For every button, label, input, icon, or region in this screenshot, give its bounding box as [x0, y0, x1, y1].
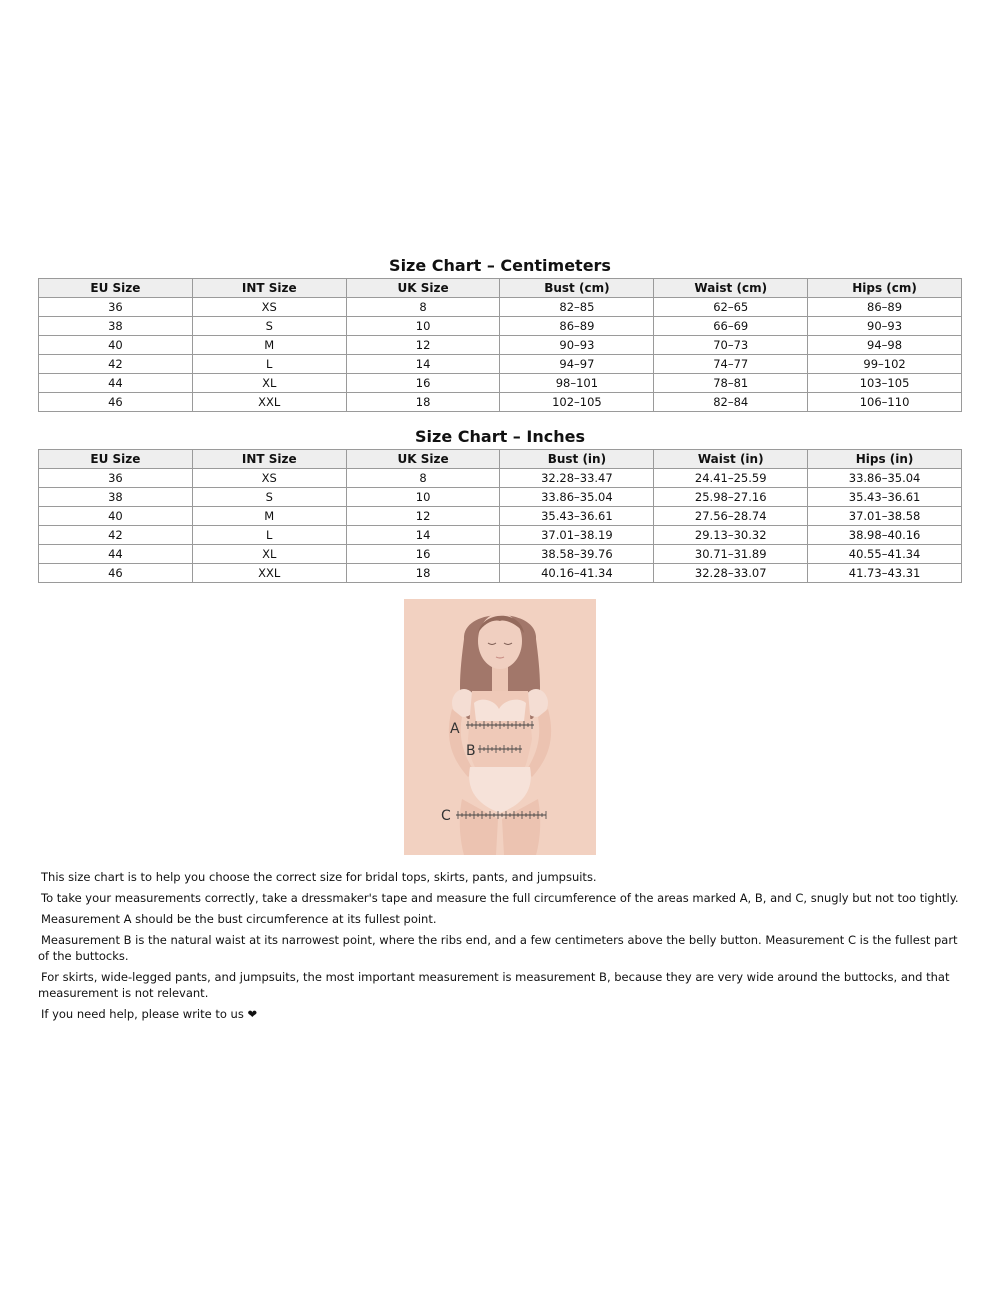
- table-cell: 94–98: [808, 336, 962, 355]
- table-cell: 14: [346, 526, 500, 545]
- table-cell: 82–85: [500, 298, 654, 317]
- table-cell: 37.01–38.58: [808, 507, 962, 526]
- table-cell: 38.58–39.76: [500, 545, 654, 564]
- size-chart-cm-title: Size Chart – Centimeters: [389, 256, 611, 275]
- table-cell: 27.56–28.74: [654, 507, 808, 526]
- table-cell: 10: [346, 317, 500, 336]
- table-cell: 32.28–33.07: [654, 564, 808, 583]
- table-cell: 16: [346, 545, 500, 564]
- table-header-row: [39, 279, 962, 298]
- table-row: [39, 469, 962, 488]
- column-header: EU Size: [39, 279, 193, 298]
- table-cell: 14: [346, 355, 500, 374]
- table-cell: 86–89: [808, 298, 962, 317]
- label-c: C: [441, 808, 451, 824]
- table-cell: M: [192, 336, 346, 355]
- note-item: Measurement B is the natural waist at its narrowest point, where the ribs end, and a few centimeters above the belly button. Measurement C is the fullest part of the buttocks.: [38, 933, 958, 963]
- table-cell: 82–84: [654, 393, 808, 412]
- table-cell: 102–105: [500, 393, 654, 412]
- column-header: Bust (in): [500, 450, 654, 469]
- table-cell: 103–105: [808, 374, 962, 393]
- table-cell: 41.73–43.31: [808, 564, 962, 583]
- column-header: Waist (cm): [654, 279, 808, 298]
- tape-a: [466, 721, 534, 729]
- table-cell: XL: [192, 374, 346, 393]
- table-cell: S: [192, 317, 346, 336]
- table-cell: 46: [39, 564, 193, 583]
- table-cell: XXL: [192, 564, 346, 583]
- table-cell: 44: [39, 374, 193, 393]
- table-row: [39, 507, 962, 526]
- table-row: [39, 393, 962, 412]
- table-cell: 90–93: [500, 336, 654, 355]
- size-chart-cm-table: [38, 278, 962, 412]
- note-item: This size chart is to help you choose the correct size for bridal tops, skirts, pants, and jumpsuits.: [41, 870, 597, 884]
- column-header: Waist (in): [654, 450, 808, 469]
- table-cell: 36: [39, 469, 193, 488]
- body-figure-svg: [404, 599, 596, 855]
- table-row: [39, 488, 962, 507]
- table-cell: 18: [346, 564, 500, 583]
- table-cell: XS: [192, 298, 346, 317]
- table-cell: 38: [39, 317, 193, 336]
- table-cell: 86–89: [500, 317, 654, 336]
- table-cell: 37.01–38.19: [500, 526, 654, 545]
- table-cell: 94–97: [500, 355, 654, 374]
- table-cell: S: [192, 488, 346, 507]
- table-cell: 24.41–25.59: [654, 469, 808, 488]
- table-cell: 98–101: [500, 374, 654, 393]
- table-cell: 46: [39, 393, 193, 412]
- table-cell: 12: [346, 336, 500, 355]
- table-cell: 40: [39, 507, 193, 526]
- column-header: Hips (in): [808, 450, 962, 469]
- size-chart-cm-body: [39, 298, 962, 412]
- table-cell: 42: [39, 355, 193, 374]
- column-header: UK Size: [346, 450, 500, 469]
- table-cell: 25.98–27.16: [654, 488, 808, 507]
- note-item: If you need help, please write to us ❤: [41, 1007, 258, 1021]
- table-cell: 8: [346, 469, 500, 488]
- measurement-notes: [38, 869, 962, 1027]
- table-row: [39, 545, 962, 564]
- table-cell: 12: [346, 507, 500, 526]
- table-row: [39, 374, 962, 393]
- table-row: [39, 355, 962, 374]
- table-cell: 99–102: [808, 355, 962, 374]
- table-cell: XL: [192, 545, 346, 564]
- table-cell: 40: [39, 336, 193, 355]
- table-cell: L: [192, 355, 346, 374]
- table-cell: 42: [39, 526, 193, 545]
- table-row: [39, 336, 962, 355]
- table-cell: L: [192, 526, 346, 545]
- table-cell: XXL: [192, 393, 346, 412]
- table-cell: 35.43–36.61: [808, 488, 962, 507]
- column-header: Bust (cm): [500, 279, 654, 298]
- table-row: [39, 564, 962, 583]
- column-header: INT Size: [192, 450, 346, 469]
- column-header: EU Size: [39, 450, 193, 469]
- column-header: INT Size: [192, 279, 346, 298]
- table-cell: 70–73: [654, 336, 808, 355]
- table-header-row: [39, 450, 962, 469]
- table-row: [39, 298, 962, 317]
- table-cell: 78–81: [654, 374, 808, 393]
- label-b: B: [466, 743, 476, 759]
- note-item: To take your measurements correctly, take a dressmaker's tape and measure the full circumference of the areas marked A, B, and C, snugly but not too tightly.: [41, 891, 959, 905]
- measurement-illustration: [404, 599, 596, 855]
- note-item: Measurement A should be the bust circumference at its fullest point.: [41, 912, 437, 926]
- table-cell: 38.98–40.16: [808, 526, 962, 545]
- table-cell: 66–69: [654, 317, 808, 336]
- table-cell: 29.13–30.32: [654, 526, 808, 545]
- table-cell: M: [192, 507, 346, 526]
- table-cell: 74–77: [654, 355, 808, 374]
- column-header: UK Size: [346, 279, 500, 298]
- note-item: For skirts, wide-legged pants, and jumpsuits, the most important measurement is measurement B, because they are very wide around the buttocks, and that measurement is not relevant.: [38, 970, 950, 1000]
- table-cell: 33.86–35.04: [808, 469, 962, 488]
- column-header: Hips (cm): [808, 279, 962, 298]
- table-cell: 106–110: [808, 393, 962, 412]
- table-cell: 10: [346, 488, 500, 507]
- table-cell: 40.16–41.34: [500, 564, 654, 583]
- table-cell: 38: [39, 488, 193, 507]
- table-cell: 33.86–35.04: [500, 488, 654, 507]
- label-a: A: [450, 721, 460, 737]
- table-cell: 36: [39, 298, 193, 317]
- table-cell: 90–93: [808, 317, 962, 336]
- size-chart-inches-body: [39, 469, 962, 583]
- table-cell: 16: [346, 374, 500, 393]
- size-chart-inches-title: Size Chart – Inches: [415, 427, 585, 446]
- table-cell: 18: [346, 393, 500, 412]
- table-row: [39, 526, 962, 545]
- table-cell: 44: [39, 545, 193, 564]
- table-cell: XS: [192, 469, 346, 488]
- table-row: [39, 317, 962, 336]
- table-cell: 35.43–36.61: [500, 507, 654, 526]
- table-cell: 62–65: [654, 298, 808, 317]
- table-cell: 8: [346, 298, 500, 317]
- table-cell: 32.28–33.47: [500, 469, 654, 488]
- size-chart-inches-table: [38, 449, 962, 583]
- table-cell: 30.71–31.89: [654, 545, 808, 564]
- table-cell: 40.55–41.34: [808, 545, 962, 564]
